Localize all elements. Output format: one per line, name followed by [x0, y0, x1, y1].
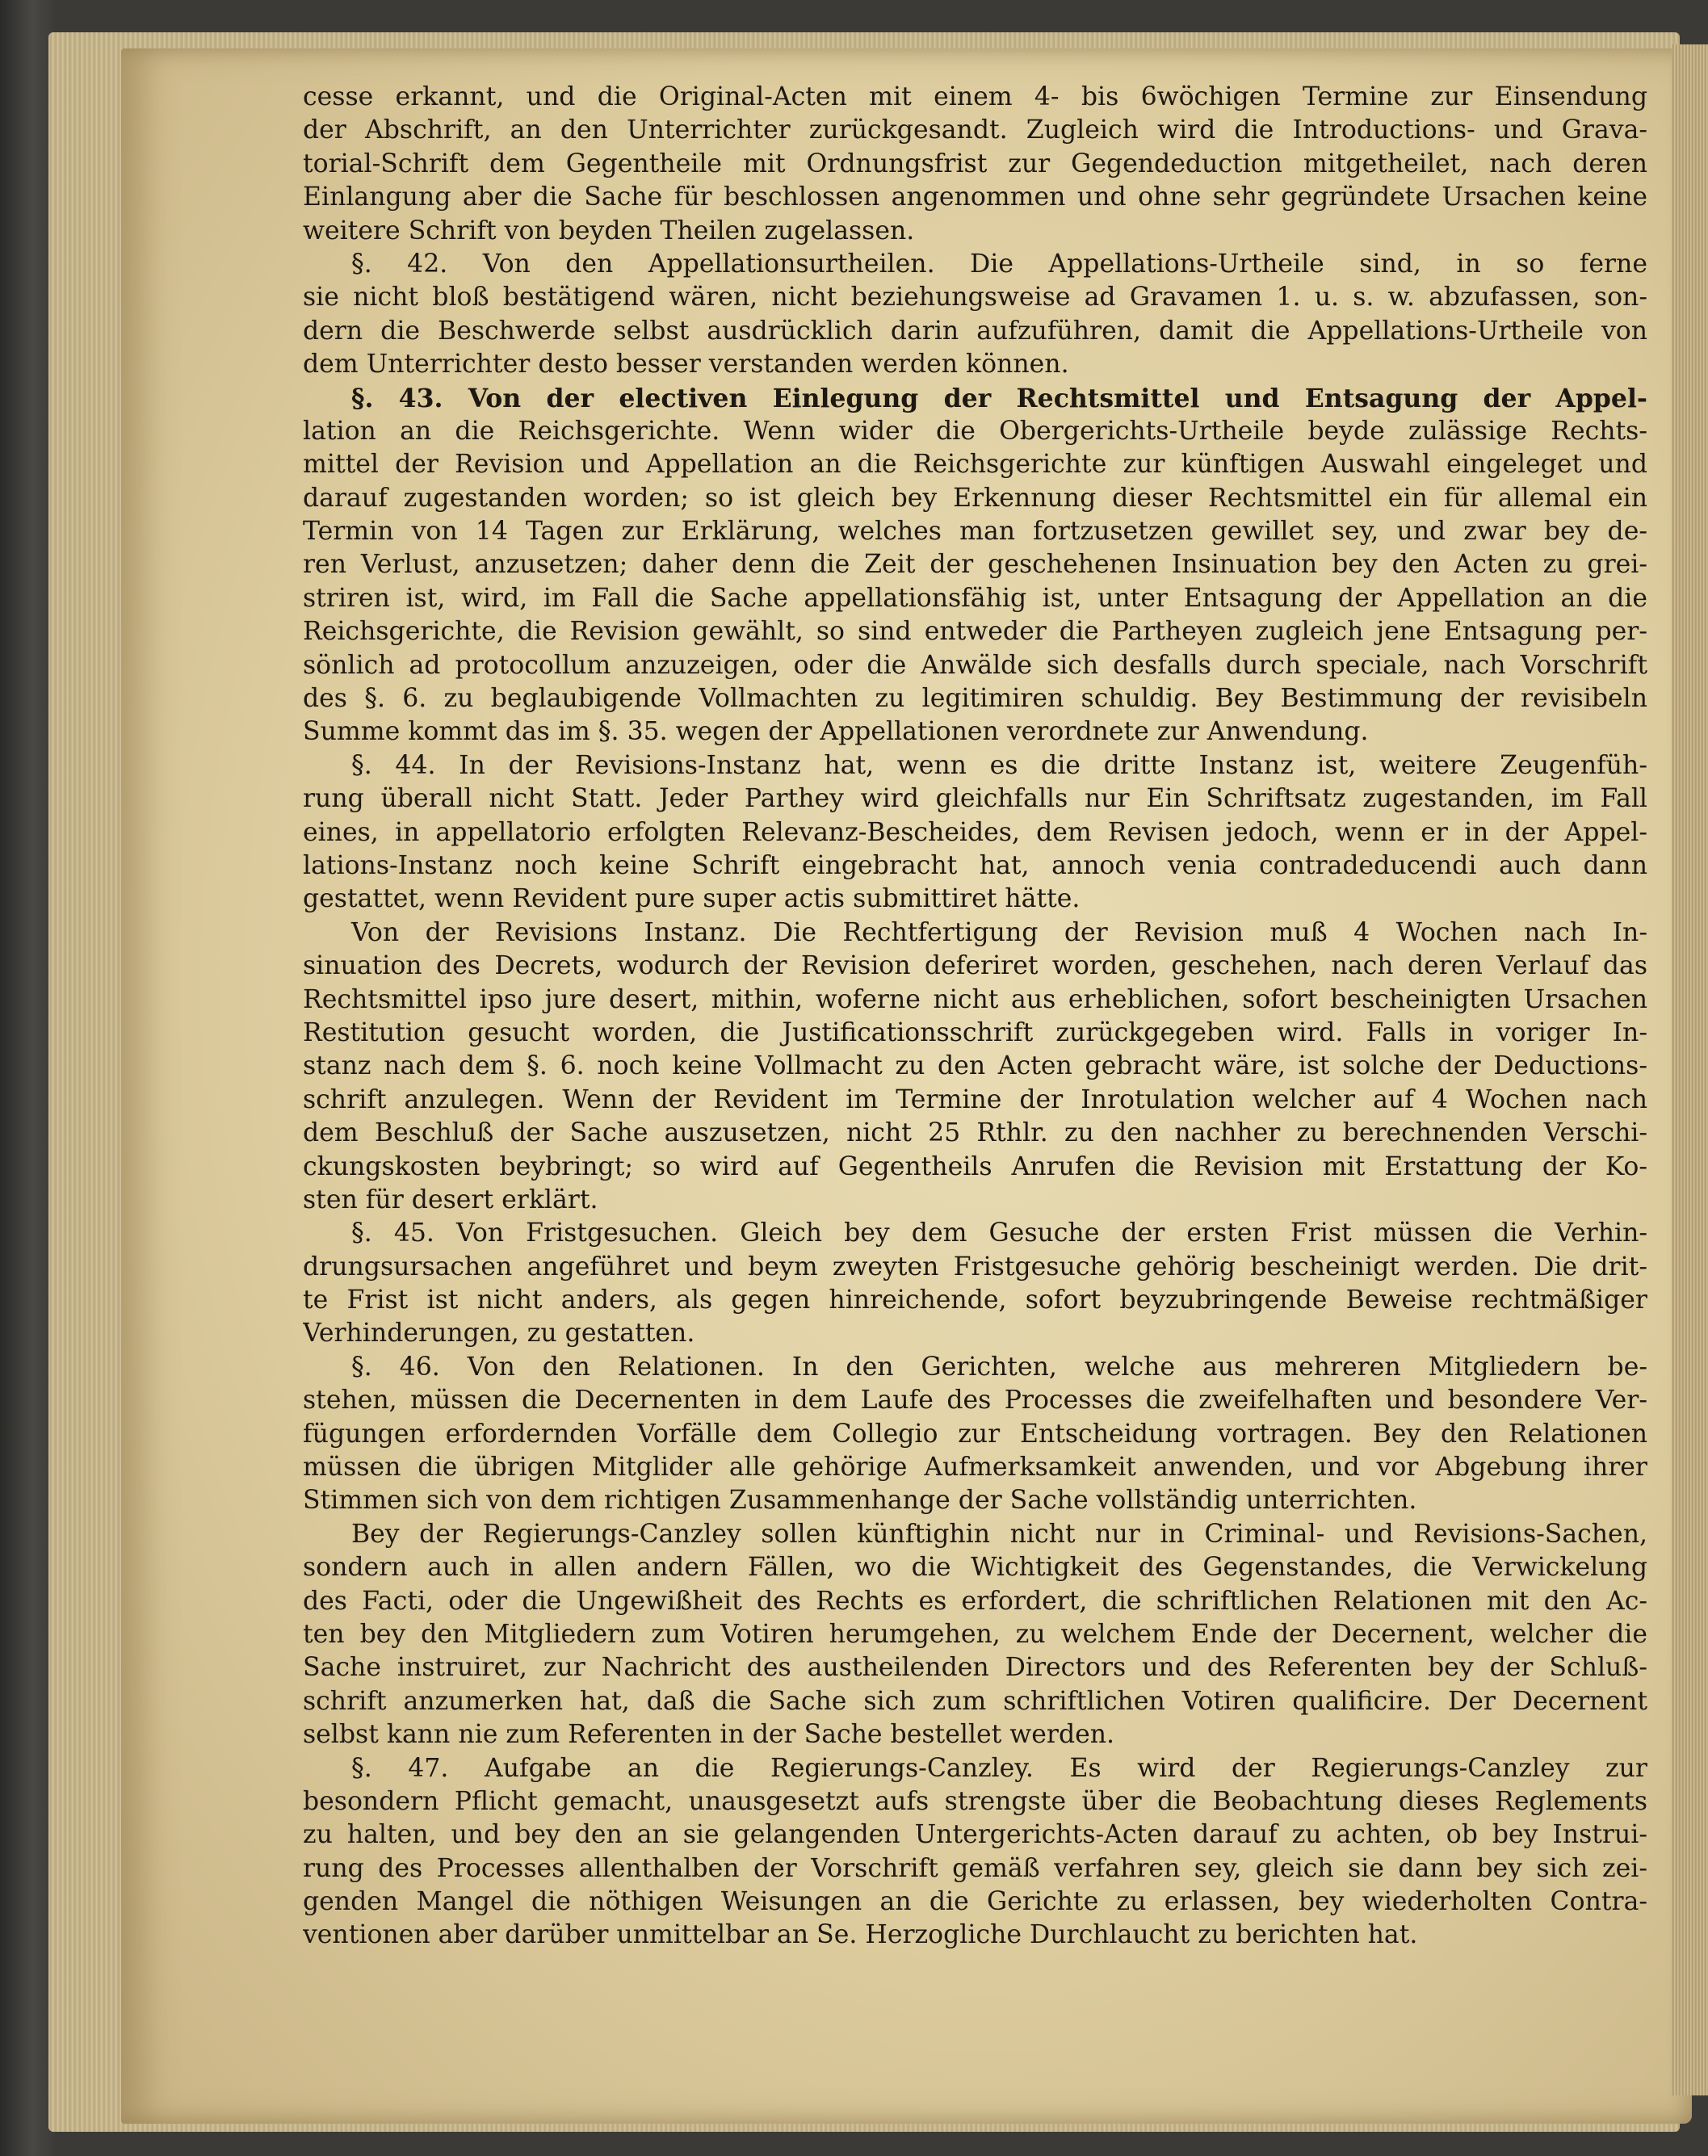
text-line: schrift anzumerken hat, daß die Sache sich zum schriftlichen Votiren qualificire. Der Decernent [303, 1686, 1647, 1716]
text-line: ren Verlust, anzusetzen; daher denn die Zeit der geschehenen Insinuation bey den Acten zu grei- [303, 550, 1647, 580]
text-line: striren ist, wird, im Fall die Sache appellationsfähig ist, unter Entsagung der Appellation an die [303, 583, 1647, 613]
text-line: Einlangung aber die Sache für beschlossen angenommen und ohne sehr gegründete Ursachen keine [303, 182, 1647, 212]
text-line: des Facti, oder die Ungewißheit des Rechts es erfordert, die schriftlichen Relationen mit den Ac- [303, 1586, 1647, 1616]
text-line: schrift anzulegen. Wenn der Revident im Termine der Inrotulation welcher auf 4 Wochen nach [303, 1084, 1647, 1114]
text-line: zu halten, und bey den an sie gelangenden Untergerichts-Acten darauf zu achten, ob bey Instrui- [303, 1820, 1647, 1850]
section-heading-line: §. 46. Von den Relationen. In den Gerichten, welche aus mehreren Mitgliedern be- [351, 1352, 1647, 1382]
text-line: sinuation des Decrets, wodurch der Revision deferiret worden, geschehen, nach deren Verlauf das [303, 951, 1647, 981]
text-line: dern die Beschwerde selbst ausdrücklich darin aufzuführen, damit die Appellations-Urtheile von [303, 316, 1647, 346]
text-line: cesse erkannt, und die Original-Acten mit einem 4- bis 6wöchigen Termine zur Einsendung [303, 82, 1647, 111]
text-line: lation an die Reichsgerichte. Wenn wider die Obergerichts-Urtheile beyde zulässige Rechts- [303, 416, 1647, 446]
body-text [303, 81, 1647, 1953]
text-line: Sache instruiret, zur Nachricht des austheilenden Directors und des Referenten bey der Schluß- [303, 1653, 1647, 1683]
text-line: lations-Instanz noch keine Schrift eingebracht hat, annoch venia contradeducendi auch dann [303, 850, 1647, 880]
section-heading-line: §. 47. Aufgabe an die Regierungs-Canzley. Es wird der Regierungs-Canzley zur [351, 1753, 1647, 1783]
text-line: Restitution gesucht worden, die Justificationsschrift zurückgegeben wird. Falls in voriger In- [303, 1017, 1647, 1047]
text-line: torial-Schrift dem Gegentheile mit Ordnungsfrist zur Gegendeduction mitgetheilet, nach deren [303, 149, 1647, 178]
text-line: dem Unterrichter desto besser verstanden werden können. [303, 350, 1069, 380]
text-line: darauf zugestanden worden; so ist gleich bey Erkennung dieser Rechtsmittel ein für allemal ein [303, 483, 1647, 513]
text-line: besondern Pflicht gemacht, unausgesetzt aufs strengste über die Beobachtung dieses Reglements [303, 1786, 1647, 1816]
text-line: gestattet, wenn Revident pure super actis submittiret hätte. [303, 884, 1081, 914]
section-heading-line: Von der Revisions Instanz. Die Rechtfertigung der Revision muß 4 Wochen nach In- [351, 917, 1647, 947]
text-line: drungsursachen angeführet und beym zweyten Fristgesuche gehörig bescheinigt werden. Die drit- [303, 1252, 1647, 1281]
text-line: genden Mangel die nöthigen Weisungen an die Gerichte zu erlassen, bey wiederholten Contra- [303, 1887, 1647, 1917]
section-heading-line: §. 45. Von Fristgesuchen. Gleich bey dem Gesuche der ersten Frist müssen die Verhin- [351, 1219, 1647, 1248]
text-line: Bey der Regierungs-Canzley sollen künftighin nicht nur in Criminal- und Revisions-Sachen, [351, 1519, 1647, 1549]
section-heading-line: §. 42. Von den Appellationsurtheilen. Die Appellations-Urtheile sind, in so ferne [351, 249, 1647, 279]
text-line: des §. 6. zu beglaubigende Vollmachten zu legitimiren schuldig. Bey Bestimmung der revisibeln [303, 684, 1647, 714]
text-line: Termin von 14 Tagen zur Erklärung, welches man fortzusetzen gewillet sey, und zwar bey de- [303, 517, 1647, 547]
text-line: stanz nach dem §. 6. noch keine Vollmacht zu den Acten gebracht wäre, ist solche der Deductions- [303, 1051, 1647, 1081]
text-line: rung des Processes allenthalben der Vorschrift gemäß verfahren sey, gleich sie dann bey sich zei- [303, 1853, 1647, 1883]
text-line: dem Beschluß der Sache auszusetzen, nicht 25 Rthlr. zu den nachher zu berechnenden Verschi- [303, 1118, 1647, 1148]
text-line: sondern auch in allen andern Fällen, wo die Wichtigkeit des Gegenstandes, die Verwickelung [303, 1553, 1647, 1583]
text-line: ten bey den Mitgliedern zum Votiren herumgehen, zu welchem Ende der Decernent, welcher die [303, 1619, 1647, 1649]
text-line: ckungskosten beybringt; so wird auf Gegentheils Anrufen die Revision mit Erstattung der Ko- [303, 1151, 1647, 1181]
text-line: sten für desert erklärt. [303, 1185, 598, 1214]
section-heading-line: §. 44. In der Revisions-Instanz hat, wenn es die dritte Instanz ist, weitere Zeugenfüh- [351, 750, 1647, 780]
text-line: Rechtsmittel ipso jure desert, mithin, woferne nicht aus erheblichen, sofort bescheinigten Ursachen [303, 984, 1647, 1014]
text-line: stehen, müssen die Decernenten in dem Laufe des Processes die zweifelhaften und besondere Ver- [303, 1386, 1647, 1416]
text-line: Verhinderungen, zu gestatten. [303, 1319, 695, 1349]
text-line: fügungen erfordernden Vorfälle dem Collegio zur Entscheidung vortragen. Bey den Relationen [303, 1419, 1647, 1449]
text-line: Summe kommt das im §. 35. wegen der Appellationen verordnete zur Anwendung. [303, 717, 1369, 747]
text-line: weitere Schrift von beyden Theilen zugelassen. [303, 216, 915, 245]
text-line: te Frist ist nicht anders, als gegen hinreichende, sofort beyzubringende Beweise rechtmäßiger [303, 1286, 1647, 1315]
book-right-edge [1672, 44, 1708, 2095]
text-line: der Abschrift, an den Unterrichter zurückgesandt. Zugleich wird die Introductions- und Grava- [303, 115, 1647, 145]
text-line: rung überall nicht Statt. Jeder Parthey wird gleichfalls nur Ein Schriftsatz zugestanden, im Fall [303, 784, 1647, 814]
text-line: müssen die übrigen Mitglider alle gehörige Aufmerksamkeit anwenden, und vor Abgebung ihrer [303, 1453, 1647, 1483]
text-line: sie nicht bloß bestätigend wären, nicht beziehungsweise ad Gravamen 1. u. s. w. abzufassen, son- [303, 283, 1647, 312]
text-line: eines, in appellatorio erfolgten Relevanz-Bescheides, dem Revisen jedoch, wenn er in der Appel- [303, 817, 1647, 847]
text-line: sönlich ad protocollum anzuzeigen, oder die Anwälde sich desfalls durch speciale, nach Vorschrift [303, 650, 1647, 680]
text-line: mittel der Revision und Appellation an die Reichsgerichte zur künftigen Auswahl eingeleget und [303, 450, 1647, 480]
text-line: selbst kann nie zum Referenten in der Sache bestellet werden. [303, 1720, 1115, 1750]
text-line: ventionen aber darüber unmittelbar an Se. Herzogliche Durchlaucht zu berichten hat. [303, 1920, 1418, 1950]
section-heading-line: §. 43. Von der electiven Einlegung der Rechtsmittel und Entsagung der Appel- [351, 383, 1647, 413]
text-line: Reichsgerichte, die Revision gewählt, so sind entweder die Partheyen zugleich jene Entsagung per- [303, 617, 1647, 647]
text-line: Stimmen sich von dem richtigen Zusammenhange der Sache vollständig unterrichten. [303, 1486, 1417, 1516]
